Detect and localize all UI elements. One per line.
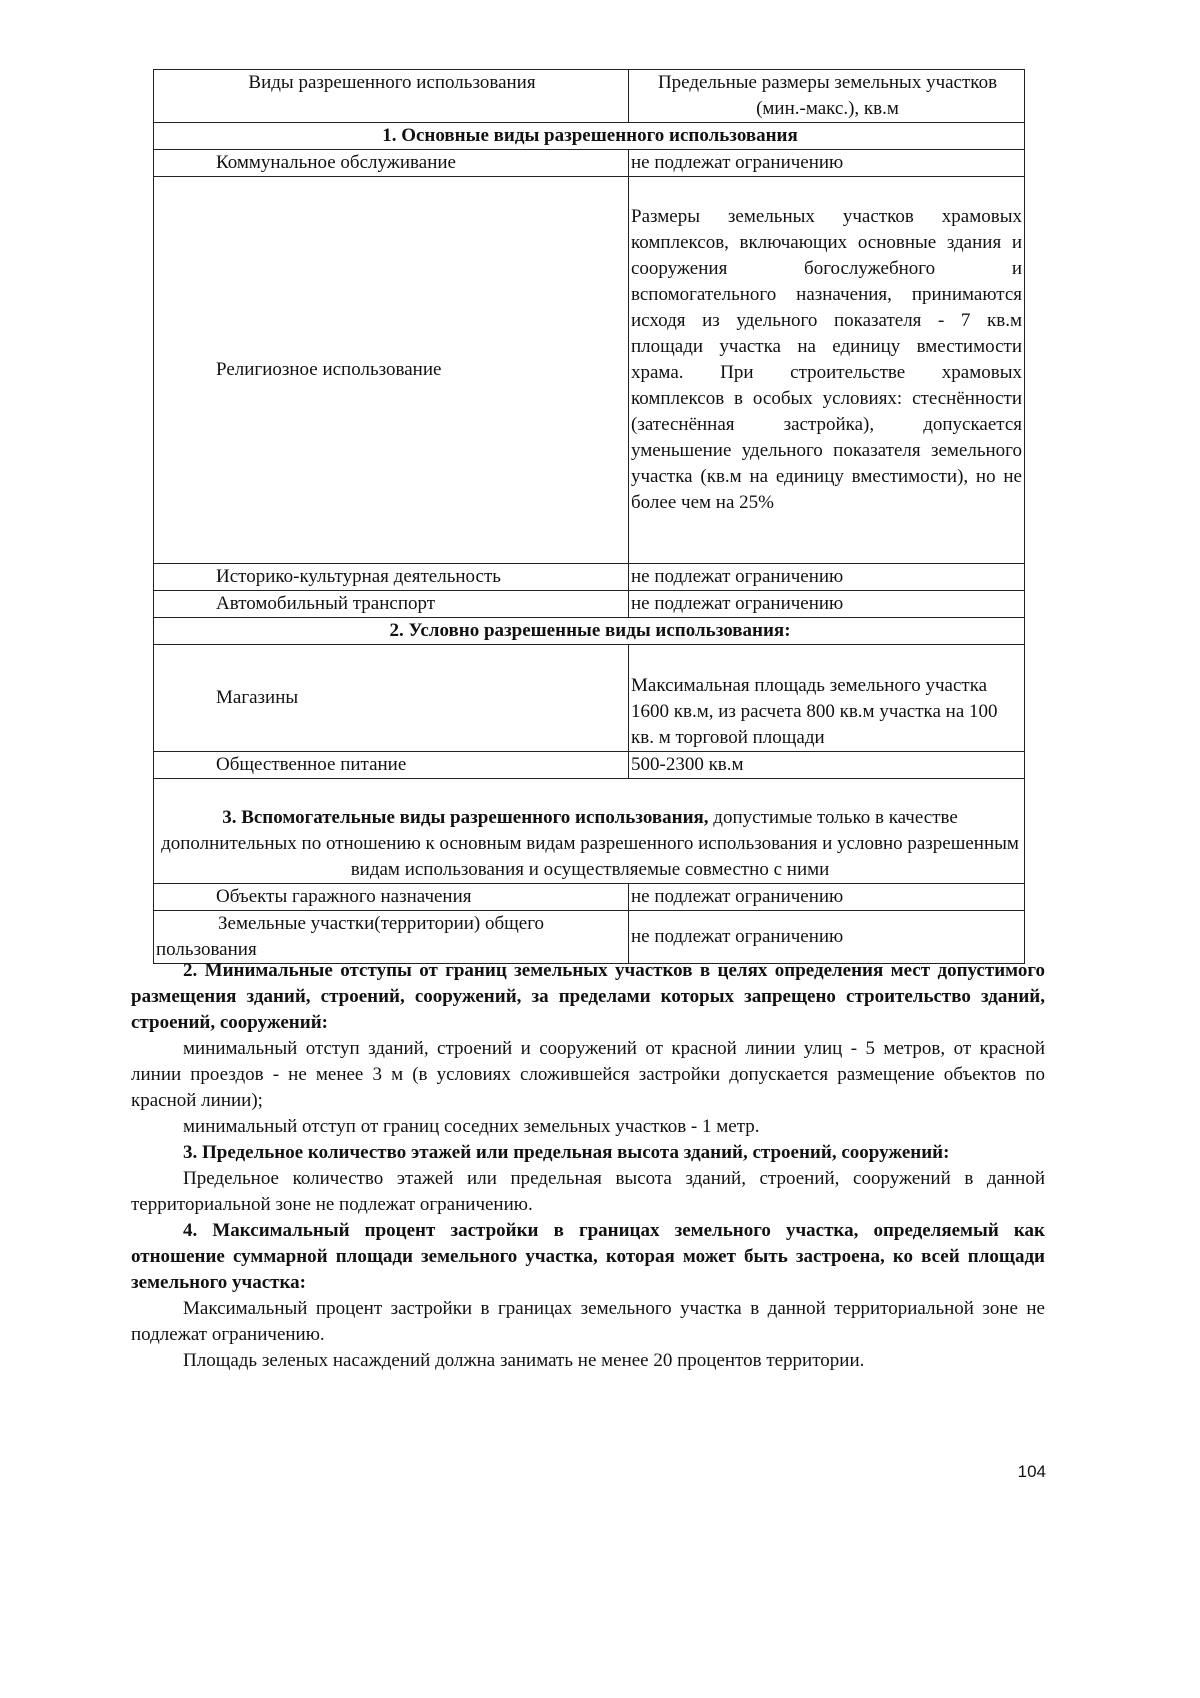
table-row [154, 150, 1025, 177]
coverage-heading: 4. Максимальный процент застройки в границах земельного участка, определяемый как отношение суммарной площади земельного участка, которая может быть застроена, ко всей площади земельного участка: [131, 1220, 1045, 1293]
setback-heading: 2. Минимальные отступы от границ земельных участков в целях определения мест допустимого размещения зданий, строений, сооружений, за пределами которых запрещено строительство зданий, строений, сооружений: [131, 960, 1045, 1033]
table-row [154, 645, 1025, 752]
usage-name: Земельные участки(территории) общего пользования [154, 911, 629, 964]
usage-value: не подлежат ограничению [629, 150, 1025, 177]
usage-value: не подлежат ограничению [629, 911, 1025, 964]
header-col-plot-sizes: Предельные размеры земельных участков (мин.-макс.), кв.м [629, 70, 1025, 123]
table-row [154, 591, 1025, 618]
usage-name: Автомобильный транспорт [154, 591, 629, 618]
usage-name: Объекты гаражного назначения [154, 884, 629, 911]
setback-text-2: минимальный отступ от границ соседних земельных участков - 1 метр. [183, 1116, 760, 1137]
usage-value: 500-2300 кв.м [629, 752, 1025, 779]
usage-value: Размеры земельных участков храмовых комплексов, включающих основные здания и сооружения богослужебного и вспомогательного назначения, принимаются исходя из удельного показателя - 7 кв.м площади участка на единицу вместимости храма. При строительстве храмовых комплексов в особых условиях: стеснённости (затеснённая застройка), допускается уменьшение удельного показателя земельного участка (кв.м на единицу вместимости), но не более чем на 25% [629, 177, 1025, 564]
table-row [154, 884, 1025, 911]
usage-value: не подлежат ограничению [629, 884, 1025, 911]
section-3-row [154, 779, 1025, 884]
section-3-cell [154, 779, 1025, 884]
page-number: 104 [1017, 1462, 1046, 1481]
usage-name: Общественное питание [154, 752, 629, 779]
coverage-text-2: Площадь зеленых насаждений должна занимать не менее 20 процентов территории. [183, 1350, 865, 1371]
section-3-title: 3. Вспомогательные виды разрешенного использования, [222, 807, 709, 828]
table-row [154, 911, 1025, 964]
section-1-row [154, 123, 1025, 150]
table-row [154, 564, 1025, 591]
usage-value: не подлежат ограничению [629, 564, 1025, 591]
floors-text: Предельное количество этажей или предельная высота зданий, строений, сооружений в данной территориальной зоне не подлежат ограничению. [131, 1168, 1045, 1215]
setback-text-1: минимальный отступ зданий, строений и сооружений от красной линии улиц - 5 метров, от красной линии проездов - не менее 3 м (в условиях сложившейся застройки допускается размещение объектов по красной линии); [131, 1038, 1045, 1111]
document-body [131, 958, 1045, 1374]
table-header-row [154, 70, 1025, 123]
usage-name: Религиозное использование [154, 177, 629, 564]
coverage-text-1: Максимальный процент застройки в границах земельного участка в данной территориальной зоне не подлежат ограничению. [131, 1298, 1045, 1345]
header-col-usage-types: Виды разрешенного использования [154, 70, 629, 123]
table-row [154, 752, 1025, 779]
usage-name: Коммунальное обслуживание [154, 150, 629, 177]
floors-heading: 3. Предельное количество этажей или предельная высота зданий, строений, сооружений: [183, 1142, 950, 1163]
section-2-title: 2. Условно разрешенные виды использования: [154, 618, 1025, 645]
usage-value: не подлежат ограничению [629, 591, 1025, 618]
usage-name: Историко-культурная деятельность [154, 564, 629, 591]
section-1-title: 1. Основные виды разрешенного использования [154, 123, 1025, 150]
usage-name: Магазины [154, 645, 629, 752]
zoning-table [153, 69, 1022, 964]
usage-value: Максимальная площадь земельного участка 1600 кв.м, из расчета 800 кв.м участка на 100 кв. м торговой площади [629, 645, 1025, 752]
table-row [154, 177, 1025, 564]
section-3-description: допустимые только в качестве дополнительных по отношению к основным видам разрешенного использования и условно разрешенным видам использования и осуществляемые совместно с ними [161, 807, 1019, 880]
section-2-row [154, 618, 1025, 645]
